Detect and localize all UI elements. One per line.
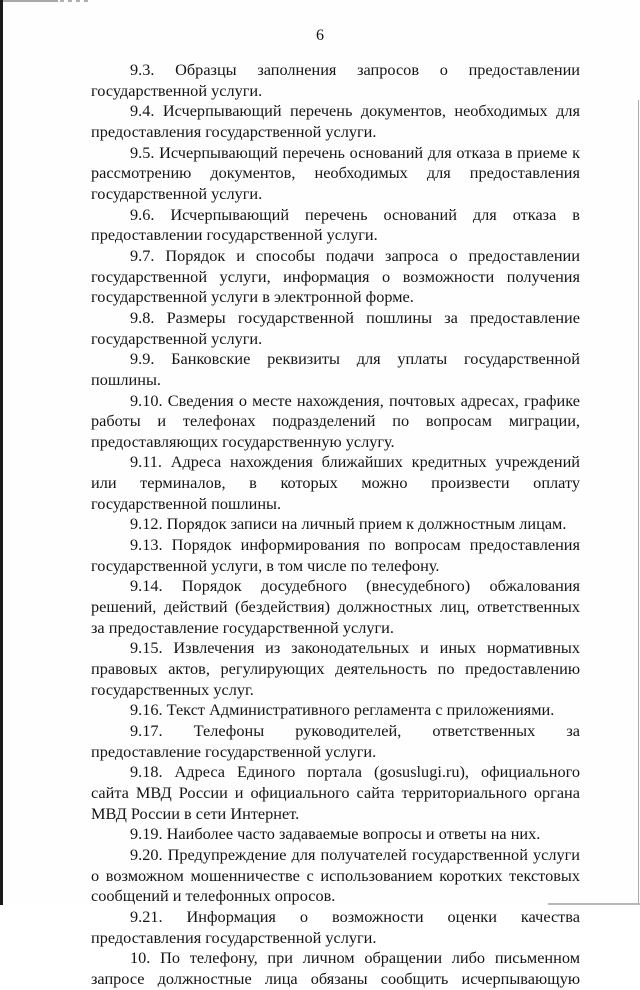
paragraph-9-7: 9.7. Порядок и способы подачи запроса о предоставлении государственной услуги, информация о возможности получения государственной услуги в электронной форме. [91,245,580,307]
paragraph-9-19: 9.19. Наиболее часто задаваемые вопросы и ответы на них. [130,824,541,844]
paragraph-9-12: 9.12. Порядок записи на личный прием к должностным лицам. [130,514,567,534]
paragraph-10: 10. По телефону, при личном обращении либо письменном запросе должностные лица обязаны сообщить исчерпывающую [91,948,580,988]
paragraph-9-21: 9.21. Информация о возможности оценки качества предоставления государственной услуги. [91,906,580,947]
paragraph-9-18: 9.18. Адреса Единого портала (gosuslugi.ru), официального сайта МВД России и официального сайта территориального органа МВД России в сети Интернет. [91,762,580,823]
paragraph-9-20: 9.20. Предупреждение для получателей государственной услуги о возможном мошенничестве с использованием коротких текстовых сообщений и телефонных опросов. [91,844,580,906]
paragraph-9-9: 9.9. Банковские реквизиты для уплаты государственной пошлины. [91,349,580,389]
scan-top-edge [3,0,58,2]
paragraph-9-10: 9.10. Сведения о месте нахождения, почтовых адресах, графике работы и телефонах подразделений по вопросам миграции, предоставляющих государственную услугу. [91,390,580,451]
paragraph-9-6: 9.6. Исчерпывающий перечень оснований для отказа в предоставлении государственной услуги. [91,204,580,245]
scan-top-dashes [60,0,92,2]
paragraph-9-13: 9.13. Порядок информирования по вопросам предоставления государственной услуги, в том числе по телефону. [91,535,580,575]
paragraph-9-3: 9.3. Образцы заполнения запросов о предоставлении государственной услуги. [91,60,580,100]
document-body [91,60,580,990]
paragraph-9-16: 9.16. Текст Административного регламента с приложениями. [130,700,555,720]
paragraph-9-5: 9.5. Исчерпывающий перечень оснований для отказа в приеме к рассмотрению документов, необходимых для предоставления государственной услуги. [91,142,580,203]
scan-left-edge [0,0,3,905]
paragraph-9-4: 9.4. Исчерпывающий перечень документов, необходимых для предоставления государственной услуги. [91,101,580,141]
paragraph-9-14: 9.14. Порядок досудебного (внесудебного) обжалования решений, действий (бездействия) должностных лиц, ответственных за предоставление государственной услуги. [91,576,580,637]
paragraph-9-15: 9.15. Извлечения из законодательных и иных нормативных правовых актов, регулирующих деятельность по предоставлению государственных услуг. [91,638,580,699]
paragraph-9-11: 9.11. Адреса нахождения ближайших кредитных учреждений или терминалов, в которых можно произвести оплату государственной пошлины. [91,452,580,513]
paragraph-9-17: 9.17. Телефоны руководителей, ответственных за предоставление государственной услуги. [91,721,580,761]
paragraph-9-8: 9.8. Размеры государственной пошлины за предоставление государственной услуги. [91,307,580,348]
page-number: 6 [316,27,324,44]
scan-right-edge [638,100,639,905]
